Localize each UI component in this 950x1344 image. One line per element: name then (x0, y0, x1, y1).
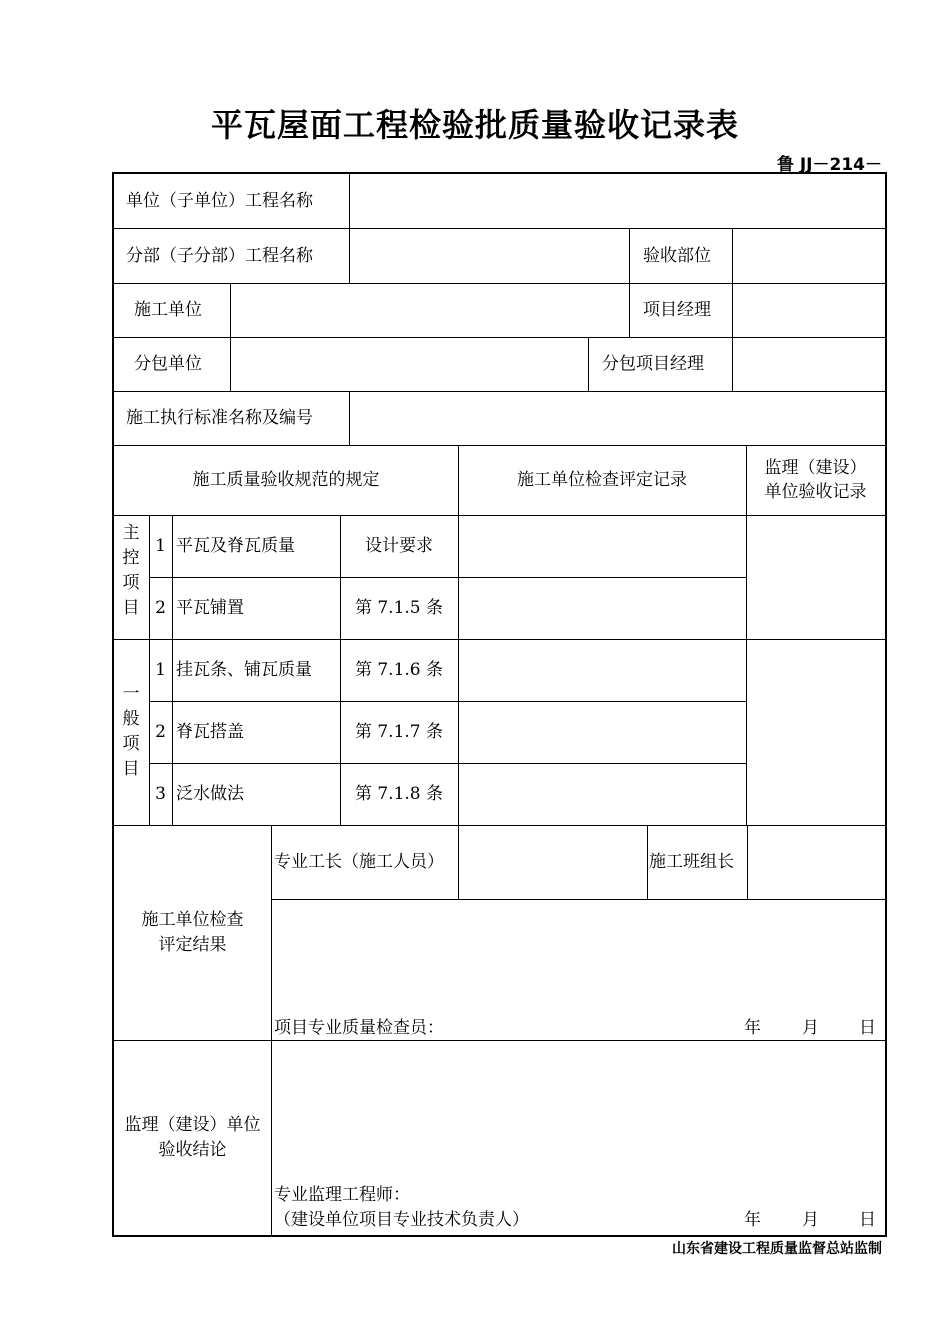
main-item-name: 平瓦及脊瓦质量 (176, 536, 295, 556)
supervisor-result-label-line1: 监理（建设）单位 (124, 1115, 261, 1135)
contractor-result-label-line1: 施工单位检查 (141, 910, 244, 930)
standard-label: 施工执行标准名称及编号 (126, 408, 313, 428)
main-item-no: 2 (155, 598, 166, 618)
form-code: 鲁 JJ－214－ (776, 155, 882, 175)
quality-inspector-label: 项目专业质量检查员： (274, 1018, 444, 1038)
general-item-clause: 第 7.1.7 条 (354, 722, 444, 742)
general-item-clause: 第 7.1.6 条 (354, 660, 444, 680)
date-day-label: 日 (859, 1018, 876, 1038)
supervisor-record-header-line2: 单位验收记录 (764, 482, 867, 502)
contractor-record-column-header: 施工单位检查评定记录 (517, 470, 687, 490)
team-leader-label: 施工班组长 (649, 852, 734, 872)
general-item-no: 2 (155, 722, 166, 742)
date-year-label: 年 (744, 1210, 761, 1230)
owner-technical-lead-label: （建设单位项目专业技术负责人） (274, 1210, 529, 1230)
date-month-label: 月 (802, 1210, 819, 1230)
general-item-clause: 第 7.1.8 条 (354, 784, 444, 804)
main-items-group-label: 主控项目 (122, 523, 140, 618)
general-item-name: 挂瓦条、铺瓦质量 (176, 660, 312, 680)
inspection-form-table (112, 172, 887, 1237)
general-item-name: 泛水做法 (176, 784, 244, 804)
general-items-group-label: 一般项目 (122, 684, 140, 779)
unit-project-name-label: 单位（子单位）工程名称 (126, 191, 313, 211)
footer-issuer: 山东省建设工程质量监督总站监制 (672, 1241, 882, 1257)
contractor-result-label-line2: 评定结果 (158, 935, 227, 955)
sub-project-name-label: 分部（子分部）工程名称 (126, 246, 313, 266)
general-item-name: 脊瓦搭盖 (176, 722, 244, 742)
supervisor-record-header-line1: 监理（建设） (764, 458, 867, 478)
general-item-no: 3 (155, 784, 166, 804)
date-day-label: 日 (859, 1210, 876, 1230)
supervisor-result-label-line2: 验收结论 (158, 1140, 227, 1160)
date-year-label: 年 (744, 1018, 761, 1038)
main-item-name: 平瓦铺置 (176, 598, 244, 618)
project-manager-label: 项目经理 (643, 300, 711, 320)
subcontractor-label: 分包单位 (134, 354, 202, 374)
main-item-no: 1 (155, 536, 166, 556)
main-item-clause: 第 7.1.5 条 (354, 598, 444, 618)
foreman-label: 专业工长（施工人员） (274, 852, 444, 872)
spec-column-header: 施工质量验收规范的规定 (192, 470, 380, 490)
contractor-label: 施工单位 (134, 300, 202, 320)
acceptance-part-label: 验收部位 (643, 246, 711, 266)
date-month-label: 月 (802, 1018, 819, 1038)
page-title: 平瓦屋面工程检验批质量验收记录表 (210, 106, 739, 144)
supervising-engineer-label: 专业监理工程师： (274, 1185, 410, 1205)
sub-project-manager-label: 分包项目经理 (602, 354, 704, 374)
main-item-clause: 设计要求 (365, 536, 433, 556)
general-item-no: 1 (155, 660, 166, 680)
